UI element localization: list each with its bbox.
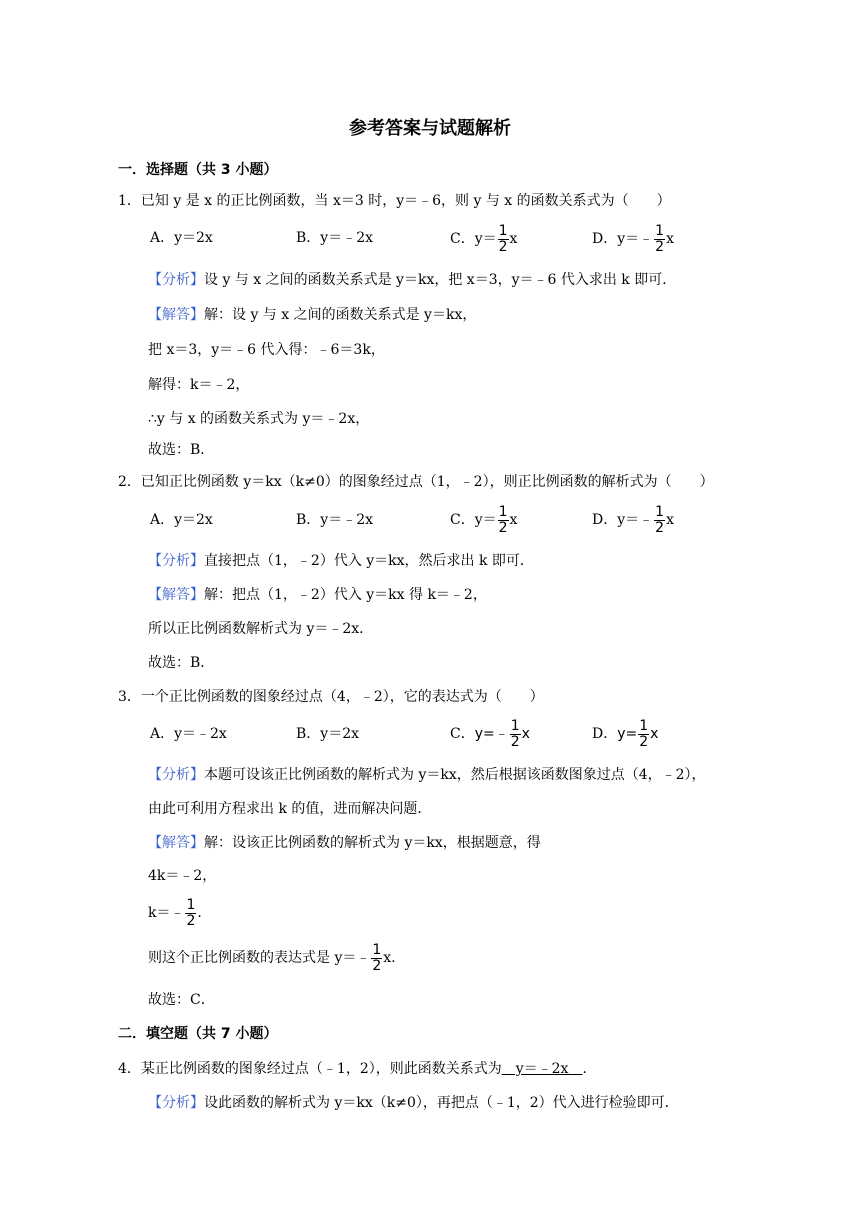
q3-solution-line-2: 4k＝﹣2， [148,868,217,884]
fraction-numerator: 1 [498,503,508,520]
q2-analysis [148,551,534,571]
q2-solution-text: 解：把点（1，﹣2）代入 y＝kx 得 k＝﹣2， [204,587,487,603]
q2-option-c-prefix: C．y＝ [450,512,497,528]
q1-option-d [592,222,674,256]
q2-option-a: A．y＝2x [150,512,213,528]
q1-option-d-prefix: D．y＝﹣ [592,231,654,247]
q1-solution-line-2: 把 x＝3，y＝﹣6 代入得：﹣6＝3k， [148,342,385,358]
q2-analysis-text: 直接把点（1，﹣2）代入 y＝kx，然后求出 k 即可． [204,553,534,569]
q2-option-c [450,503,517,537]
q1-option-b: B．y＝﹣2x [296,230,373,246]
q3-line4-suffix: x. [383,950,396,966]
fraction-numerator: 1 [372,941,382,958]
q2-option-c-fraction [498,505,509,536]
question-1-stem: 1．已知 y 是 x 的正比例函数，当 x＝3 时，y＝﹣6，则 y 与 x 的函数关系式为（ ） [118,193,671,209]
fraction-denominator: 2 [510,733,520,750]
solution-tag: 【解答】 [148,835,204,851]
q3-option-d-fraction [638,719,649,750]
solution-tag: 【解答】 [148,307,204,323]
q3-option-d [592,717,658,751]
q2-solution [148,585,487,605]
q4-stem-prefix: 4．某正比例函数的图象经过点（﹣1，2），则此函数关系式为 [118,1061,502,1077]
q3-solution-line-3 [148,896,202,930]
q2-solution-line-2: 所以正比例函数解析式为 y＝﹣2x． [148,621,374,637]
q4-answer: y＝﹣2x [501,1061,583,1077]
q1-option-d-suffix: x [666,231,674,247]
fraction-numerator: 1 [186,896,196,913]
q3-option-c-label: C． [450,726,475,742]
fraction-numerator: 1 [655,222,665,239]
fraction-denominator: 2 [655,238,665,255]
analysis-tag: 【分析】 [148,553,204,569]
fraction-numerator: 1 [655,503,665,520]
q3-option-d-label: D． [592,726,618,742]
analysis-tag: 【分析】 [148,1095,204,1111]
fraction-denominator: 2 [655,519,665,536]
q3-line4-prefix: 则这个正比例函数的表达式是 y＝﹣ [148,950,371,966]
fraction-denominator: 2 [372,957,382,974]
q3-analysis-line-2: 由此可利用方程求出 k 的值，进而解决问题． [148,801,432,817]
q2-solution-line-3: 故选：B． [148,655,215,671]
q4-analysis-text: 设此函数的解析式为 y＝kx（k≠0），再把点（﹣1，2）代入进行检验即可． [204,1095,679,1111]
q1-solution [148,305,476,325]
fraction-numerator: 1 [639,717,649,734]
q3-analysis [148,765,706,785]
q3-line3-prefix: k＝﹣ [148,905,185,921]
q4-stem-suffix: ． [582,1061,597,1077]
q1-solution-line-3: 解得：k＝﹣2， [148,377,250,393]
q3-solution-line-4 [148,941,396,975]
page-title: 参考答案与试题解析 [349,118,511,139]
fraction-denominator: 2 [639,733,649,750]
section-heading-choice: 一．选择题（共 3 小题） [118,162,278,178]
q3-solution-line-5: 故选：C． [148,992,215,1008]
solution-tag: 【解答】 [148,587,204,603]
q2-option-b: B．y＝﹣2x [296,512,373,528]
fraction-denominator: 2 [498,519,508,536]
q3-option-a: A．y＝﹣2x [150,726,227,742]
q3-option-d-prefix: y= [617,726,638,742]
q1-solution-line-5: 故选：B． [148,442,215,458]
fraction-numerator: 1 [510,717,520,734]
q3-line3-suffix: . [197,905,202,921]
analysis-tag: 【分析】 [148,767,204,783]
q3-option-c-fraction [510,719,521,750]
fraction-numerator: 1 [498,222,508,239]
fraction-denominator: 2 [186,912,196,929]
q1-option-c [450,222,517,256]
q2-option-d-fraction [654,505,665,536]
q2-option-d-prefix: D．y＝﹣ [592,512,654,528]
q1-option-d-fraction [654,224,665,255]
q1-option-c-suffix: x [509,231,518,247]
q1-solution-line-4: ∴y 与 x 的函数关系式为 y＝﹣2x， [148,411,370,427]
fraction-denominator: 2 [498,238,508,255]
q4-analysis [148,1093,679,1113]
q3-analysis-text: 本题可设该正比例函数的解析式为 y＝kx，然后根据该函数图象过点（4，﹣2）， [204,767,706,783]
q3-line3-fraction [185,898,196,929]
question-3-stem: 3．一个正比例函数的图象经过点（4，﹣2），它的表达式为（ ） [118,689,544,705]
q3-option-c-suffix: x [521,726,530,742]
q1-analysis-text: 设 y 与 x 之间的函数关系式是 y＝kx，把 x＝3，y＝﹣6 代入求出 k 即可． [204,272,677,288]
q2-option-d-suffix: x [666,512,674,528]
q2-option-d [592,503,674,537]
q1-option-a: A．y＝2x [150,230,213,246]
q3-line4-fraction [371,943,382,974]
question-4-stem [118,1059,596,1079]
q1-option-c-fraction [498,224,509,255]
section-heading-fill-in: 二．填空题（共 7 小题） [118,1026,278,1042]
q3-solution-text: 解：设该正比例函数的解析式为 y＝kx，根据题意，得 [204,835,541,851]
q3-option-d-suffix: x [650,726,659,742]
q3-solution [148,833,541,853]
question-2-stem: 2．已知正比例函数 y＝kx（k≠0）的图象经过点（1，﹣2），则正比例函数的解析式为（ ） [118,474,714,490]
q1-solution-text: 解：设 y 与 x 之间的函数关系式是 y＝kx， [204,307,477,323]
q3-option-b: B．y＝2x [296,726,359,742]
q3-option-c [450,717,530,751]
analysis-tag: 【分析】 [148,272,204,288]
q2-option-c-suffix: x [509,512,518,528]
q3-option-c-prefix: y=﹣ [474,726,509,742]
q1-analysis [148,270,676,290]
q1-option-c-prefix: C．y＝ [450,231,497,247]
